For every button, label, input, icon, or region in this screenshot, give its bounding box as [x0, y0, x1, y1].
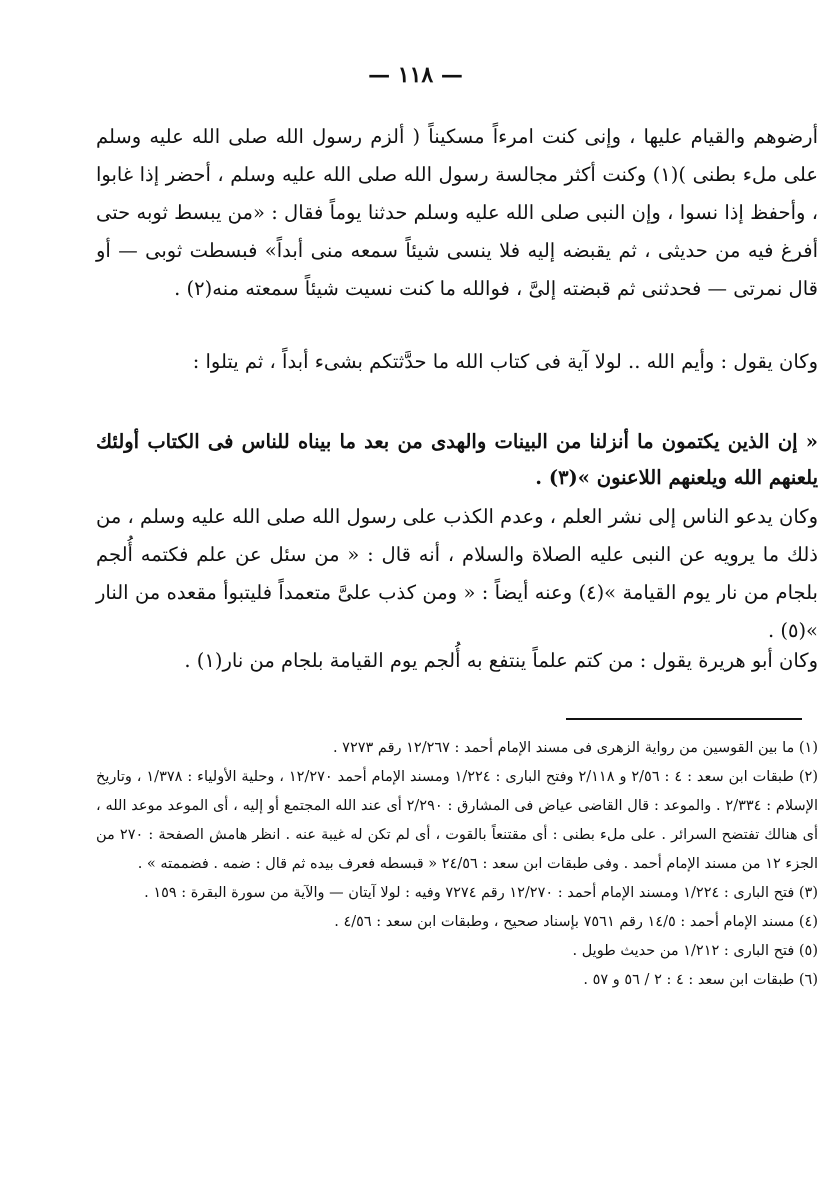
- footnote-6: (٦) طبقات ابن سعد : ٤ : ٢ / ٥٦ و ٥٧ .: [583, 972, 818, 988]
- quran-verse: « إن الذين يكتمون ما أنزلنا من البينات والهدى من بعد ما بيناه للناس فى الكتاب أولئك يلعنهم الله ويلعنهم اللاعنون »(٣) .: [96, 430, 818, 489]
- paragraph-4: وكان أبو هريرة يقول : من كتم علماً ينتفع به أُلجم يوم القيامة بلجام من نار(١) .: [184, 649, 818, 672]
- footnote-1: (١) ما بين القوسين من رواية الزهرى فى مسند الإمام أحمد : ١٢/٢٦٧ رقم ٧٢٧٣ .: [332, 740, 818, 756]
- paragraph-3: وكان يدعو الناس إلى نشر العلم ، وعدم الكذب على رسول الله صلى الله عليه وسلم ، من ذلك ما يرويه عن النبى عليه الصلاة والسلام ، أنه قال : « من سئل عن علم فكتمه أُلجم بلجام من نار يوم القيامة »(٤) وعنه أيضاً : « ومن كذب علىَّ متعمداً فليتبوأ مقعده من النار »(٥) .: [96, 505, 818, 642]
- footnote-3: (٣) فتح البارى : ١/٢٢٤ ومسند الإمام أحمد : ١٢/٢٧٠ رقم ٧٢٧٤ وفيه : لولا آيتان — والآية من سورة البقرة : ١٥٩ .: [144, 885, 818, 901]
- paragraph-1: أرضوهم والقيام عليها ، وإنى كنت امرءاً مسكيناً ( ألزم رسول الله صلى الله عليه وسلم على ملء بطنى )(١) وكنت أكثر مجالسة رسول الله صلى الله عليه وسلم ، أحضر إذا غابوا ، وأحفظ إذا نسوا ، وإن النبى صلى الله عليه وسلم حدثنا يوماً فقال : «من يبسط ثوبه حتى أفرغ فيه من حديثى ، ثم يقبضه إليه فلا ينسى شيئاً سمعه منى أبداً» فبسطت ثوبى — أو قال نمرتى — فحدثنى ثم قبضته إلىَّ ، فوالله ما كنت نسيت شيئاً سمعته منه(٢) .: [96, 125, 818, 300]
- page-number: — ١١٨ —: [368, 62, 463, 88]
- footnote-separator: [566, 718, 802, 720]
- paragraph-2: وكان يقول : وأيم الله .. لولا آية فى كتاب الله ما حدَّثتكم بشىء أبداً ، ثم يتلوا :: [192, 350, 818, 373]
- footnote-2: (٢) طبقات ابن سعد : ٤ : ٢/٥٦ و ٢/١١٨ وفتح البارى : ١/٢٢٤ ومسند الإمام أحمد ١٢/٢٧٠ ، وحلية الأولياء : ١/٣٧٨ ، وتاريخ الإسلام : ٢/٣٣٤ . والموعد : قال القاضى عياض فى المشارق : ٢/٢٩٠ أى عند الله المجتمع أو إليه ، أى الموعد موعد الله ، أى هنالك تفتضح السرائر . على ملء بطنى : أى مقتنعاً بالقوت ، أى لم تكن له غيبة عنه . انظر هامش الصفحة : ٢٧٠ من الجزء ١٢ من مسند الإمام أحمد . وفى طبقات ابن سعد : ٢٤/٥٦ « قبسطه فعرف بيده ثم قال : ضمه . فضممته » .: [96, 769, 818, 872]
- footnote-5: (٥) فتح البارى : ١/٢١٢ من حديث طويل .: [572, 943, 818, 959]
- footnotes: [96, 734, 818, 995]
- footnote-4: (٤) مسند الإمام أحمد : ١٤/٥ رقم ٧٥٦١ بإسناد صحيح ، وطبقات ابن سعد : ٤/٥٦ .: [334, 914, 818, 930]
